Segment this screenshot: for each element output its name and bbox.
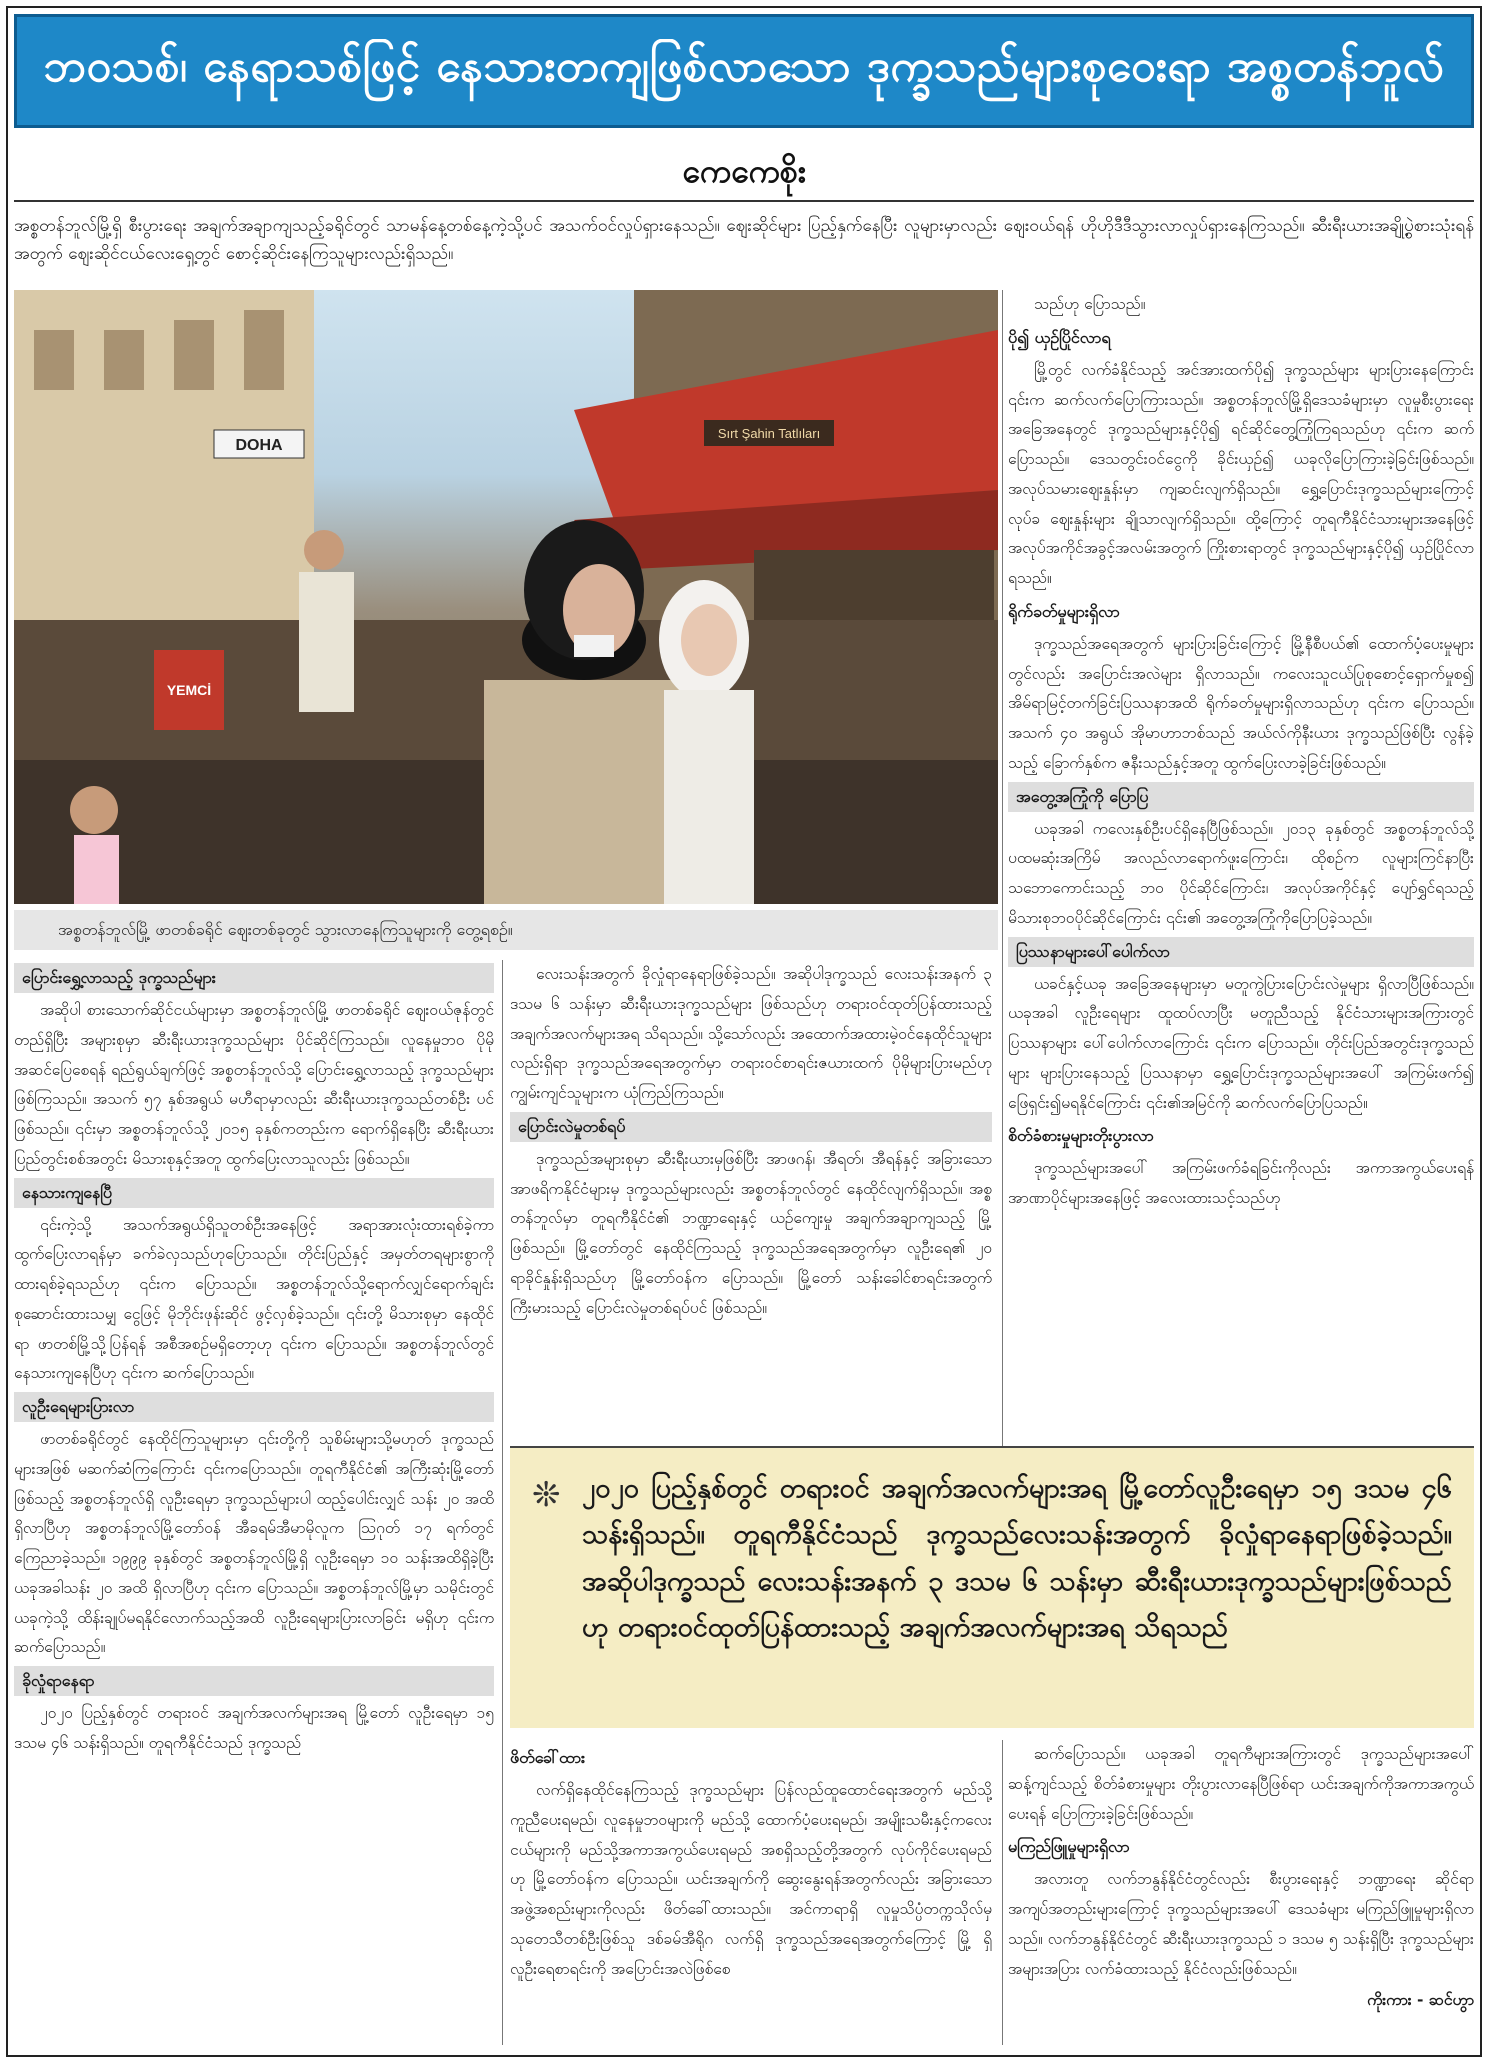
body-paragraph: ၂၀၂၀ ပြည့်နှစ်တွင် တရားဝင် အချက်အလက်များအရ မြို့တော် လူဦးရေမှာ ၁၅ ဒသမ ၄၆ သန်းရှိသည်။ တူရကီနိုင်ငံသည် ဒုက္ခသည်	[14, 1704, 494, 1752]
sign-doha: DOHA	[235, 437, 283, 454]
section-subhead: ရိုက်ခတ်မှုများရှိလာ	[1008, 601, 1120, 621]
section-subhead: ပြဿနာများပေါ်ပေါက်လာ	[1008, 937, 1474, 967]
body-paragraph: မြို့တွင် လက်ခံနိုင်သည့် အင်အားထက်ပို၍ ဒုက္ခသည်များ များပြားနေကြောင်း ၎င်းက ဆက်လက်ပြောကြားသည်။ အစ္စတန်ဘူလ်မြို့ရှိဒေသခံများမှာ လူမှုစီးပွားရေးအခြေအနေတွင် ဒုက္ခသည်များနှင့်ပို၍ ရင်ဆိုင်တွေ့ကြုံကြရသည်ဟု ၎င်းက ဆက်ပြောသည်။ ဒေသတွင်းဝင်ငွေကို ခိုင်းယှဉ်၍ ယခုလိုပြောကြားခဲ့ခြင်းဖြစ်သည်။ အလုပ်သမားဈေးနှုန်းမှာ ကျဆင်းလျက်ရှိသည်။ ရွှေ့ပြောင်းဒုက္ခသည်များကြောင့် လုပ်ခ ဈေးနှုန်းများ ချိုသာလျက်ရှိသည်။ ထို့ကြောင့် တူရကီနိုင်ငံသားများအနေဖြင့် အလုပ်အကိုင်အခွင့်အလမ်းအတွက် ကြိုးစားရာတွင် ဒုက္ခသည်များနှင့်ပို၍ ယှဉ်ပြိုင်လာရသည်။	[1008, 360, 1474, 587]
photo-caption: အစ္စတန်ဘူလ်မြို့ ဖာတစ်ခရိုင် ဈေးတစ်ခုတွင် သွားလာနေကြသူများကို တွေ့ရစဉ်။	[14, 910, 998, 950]
body-paragraph: ဖာတစ်ခရိုင်တွင် နေထိုင်ကြသူများမှာ ၎င်းတို့ကို သူစိမ်းများသို့မဟုတ် ဒုက္ခသည်များအဖြစ် မဆက်ဆံကြကြောင်း ၎င်းကပြောသည်။ တူရကီနိုင်ငံ၏ အကြီးဆုံးမြို့တော်ဖြစ်သည့် အစ္စတန်ဘူလ်ရှိ လူဦးရေမှာ ဒုက္ခသည်များပါ ထည့်ပေါင်းလျှင် သန်း ၂၀ အထိ ရှိလာပြီဟု အစ္စတန်ဘူလ်မြို့တော်ဝန် အီခရမ်အီမာမိုလူက ဩဂုတ် ၁၇ ရက်တွင်ကြေညာခဲ့သည်။ ၁၉၉၉ ခုနှစ်တွင် အစ္စတန်ဘူလ်မြို့ရှိ လူဦးရေမှာ ၁၀ သန်းအထိရှိခဲ့ပြီး ယခုအခါသန်း ၂၀ အထိ ရှိလာပြီဟု ၎င်းက ပြောသည်။ အစ္စတန်ဘူလ်မြို့မှာ သမိုင်းတွင် ယခုကဲ့သို့ ထိန်းချုပ်မရနိုင်လောက်သည့်အထိ လူဦးရေများပြားလာခြင်း မရှိဟု ၎င်းက ဆက်ပြောသည်။	[14, 1430, 494, 1657]
article-column-2-lower	[510, 1740, 992, 2045]
market-photo	[14, 290, 998, 904]
headline: ဘဝသစ်၊ နေရာသစ်ဖြင့် နေသားတကျဖြစ်လာသော ဒုက္ခသည်များစုဝေးရာ အစ္စတန်ဘူလ်	[43, 41, 1445, 92]
lede-paragraph: အစ္စတန်ဘူလ်မြို့ရှိ စီးပွားရေး အချက်အချာကျသည့်ခရိုင်တွင် သာမန်နေ့တစ်နေ့ကဲ့သို့ပင် အသက်ဝင်လှုပ်ရှားနေသည်။ ဈေးဆိုင်များ ပြည့်နှက်နေပြီး လူများမှာလည်း ဈေးဝယ်ရန် ဟိုဟိုဒီဒီသွားလာလှုပ်ရှားနေကြသည်။ ဆီးရီးယားအချို့ပွဲစားသုံးရန်အတွက် ဈေးဆိုင်ငယ်လေးရှေ့တွင် စောင့်ဆိုင်းနေကြသူများလည်းရှိသည်။	[14, 216, 1474, 265]
section-subhead: ပြောင်းရွှေ့လာသည့် ဒုက္ခသည်များ	[14, 963, 494, 993]
pull-quote	[510, 1446, 1474, 1728]
body-paragraph: ဒုက္ခသည်အများစုမှာ ဆီးရီးယားမှဖြစ်ပြီး အာဖဂန်၊ အီရတ်၊ အီရန်နှင့် အခြားသောအာဖရိကနိုင်ငံများမှ ဒုက္ခသည်များလည်း အစ္စတန်ဘူလ်တွင် နေထိုင်လျက်ရှိသည်။ အစ္စတန်ဘူလ်မှာ တူရကီနိုင်ငံ၏ ဘဏ္ဍာရေးနှင့် ယဉ်ကျေးမှု အချက်အချာကျသည့် မြို့ဖြစ်သည်။ မြို့တော်တွင် နေထိုင်ကြသည့် ဒုက္ခသည်အရေအတွက်မှာ လူဦးရေ၏ ၂၀ ရာခိုင်နှုန်းရှိသည်ဟု မြို့တော်ဝန်က ပြောသည်။ မြို့တော် သန်းခေါင်စာရင်းအတွက် ကြီးမားသည့် ပြောင်းလဲမှုတစ်ရပ်ပင် ဖြစ်သည်။	[510, 1149, 992, 1317]
body-paragraph: ယခုအခါ ကလေးနှစ်ဦးပင်ရှိနေပြီဖြစ်သည်။ ၂၀၁၃ ခုနှစ်တွင် အစ္စတန်ဘူလ်သို့ ပထမဆုံးအကြိမ် အလည်လာရောက်ဖူးကြောင်း၊ ထိုစဉ်က လူများကြင်နာပြီး သဘောကောင်းသည့် ဘဝ ပိုင်ဆိုင်ကြောင်း၊ အလုပ်အကိုင်နှင့် ပျော်ရွှင်ရသည့် မိသားစုဘဝပိုင်ဆိုင်ကြောင်း ၎င်း၏ အတွေ့အကြုံကိုပြောပြခဲ့သည်။	[1008, 819, 1474, 927]
article-column-1	[14, 960, 494, 2045]
body-paragraph: ဆက်ပြောသည်။ ယခုအခါ တူရကီများအကြားတွင် ဒုက္ခသည်များအပေါ် ဆန့်ကျင်သည့် စိတ်ခံစားမှုများ တိုးပွားလာနေပြီဖြစ်ရာ ယင်းအချက်ကိုအကာအကွယ်ပေးရန် ပြောကြားခဲ့ခြင်းဖြစ်သည်။	[1008, 1745, 1474, 1823]
body-paragraph: ဒုက္ခသည်အရေအတွက် များပြားခြင်းကြောင့် မြို့နီစီပယ်၏ ထောက်ပံ့ပေးမှုများတွင်လည်း အပြောင်းအလဲများ ရှိလာသည်။ ကလေးသူငယ်ပြုစုစောင့်ရှောက်မှုစ၍ အိမ်ရာမြင့်တက်ခြင်းပြဿနာအထိ ရိုက်ခတ်မှုများရှိလာသည်ဟု ၎င်းက ပြောသည်။ အသက် ၄၀ အရွယ် အိုမာဟာဘစ်သည် အယ်လ်ကိုနီးယား ဒုက္ခသည်ဖြစ်ပြီး လွန်ခဲ့သည့် ခြောက်နှစ်က ဇနီးသည်နှင့်အတူ ထွက်ပြေးလာခဲ့ခြင်းဖြစ်သည်။	[1008, 634, 1474, 772]
section-subhead: အတွေ့အကြုံကို ပြောပြ	[1008, 782, 1474, 812]
sign-shop: Sırt Şahin Tatlıları	[717, 426, 821, 441]
source-credit: ကိုးကား - ဆင်ဟွာ	[1367, 1991, 1474, 2010]
body-paragraph: ယခင်နှင့်ယခု အခြေအနေများမှာ မတူကွဲပြားပြောင်းလဲမှုများ ရှိလာပြီဖြစ်သည်။ ယခုအခါ လူဦးရေများ ထူထပ်လာပြီး မတူညီသည့် နိုင်ငံသားများအကြားတွင် ပြဿနာများ ပေါ်ပေါက်လာကြောင်း ၎င်းက ပြောသည်။ တိုင်းပြည်အတွင်းဒုက္ခသည်များ များပြားနေသည့် ပြဿနာမှာ ရွှေ့ပြောင်းဒုက္ခသည်များအပေါ် အကြမ်းဖက်၍ ဖြေရှင်း၍မရနိုင်ကြောင်း ၎င်း၏အမြင်ကို ဆက်လက်ပြောပြသည်။	[1008, 974, 1474, 1112]
headline-banner	[14, 14, 1474, 128]
column-rule	[1002, 1740, 1003, 2045]
divider-rule	[14, 200, 1474, 202]
body-paragraph: အဆိုပါ စားသောက်ဆိုင်ငယ်များမှာ အစ္စတန်ဘူလ်မြို့ ဖာတစ်ခရိုင် ဈေးဝယ်ဇုန်တွင်တည်ရှိပြီး အများစုမှာ ဆီးရီးယားဒုက္ခသည်များ ပိုင်ဆိုင်ကြသည်။ လူနေမှုဘဝ ပိုမိုအဆင်ပြေစေရန် ရည်ရွယ်ချက်ဖြင့် အစ္စတန်ဘူလ်သို့ ပြောင်းရွှေ့လာသည့် ဒုက္ခသည်များ ဖြစ်ကြသည်။ အသက် ၅၇ နှစ်အရွယ် မဟီရာမှာလည်း ဆီးရီးယားဒုက္ခသည်တစ်ဦး ပင်ဖြစ်သည်။ ၎င်းမှာ အစ္စတန်ဘူလ်သို့ ၂၀၁၅ ခုနှစ်ကတည်းက ရောက်ရှိနေပြီး ဆီးရီးယားပြည်တွင်းစစ်အတွင်း မိသားစုနှင့်အတူ ထွက်ပြေးလာသူလည်း ဖြစ်သည်။	[14, 1001, 494, 1168]
section-subhead: နေသားကျနေပြီ	[14, 1178, 494, 1208]
body-paragraph: လေးသန်းအတွက် ခိုလှုံရာနေရာဖြစ်ခဲ့သည်။ အဆိုပါဒုက္ခသည် လေးသန်းအနက် ၃ ဒသမ ၆ သန်းမှာ ဆီးရီးယားဒုက္ခသည်များ ဖြစ်သည်ဟု တရားဝင်ထုတ်ပြန်ထားသည့် အချက်အလက်များအရ သိရသည်။ သို့သော်လည်း အထောက်အထားမဲ့ဝင်နေထိုင်သူများလည်းရှိရာ ဒုက္ခသည်အရေအတွက်မှာ တရားဝင်စာရင်းဇယားထက် ပိုမိုများပြားမည်ဟု ကျွမ်းကျင်သူများက ယုံကြည်ကြသည်။	[510, 965, 992, 1102]
column-rule	[502, 960, 503, 2045]
article-column-3-lower	[1008, 1740, 1474, 2045]
body-paragraph: ၎င်းကဲ့သို့ အသက်အရွယ်ရှိသူတစ်ဦးအနေဖြင့် အရာအားလုံးထားရစ်ခဲ့ကာ ထွက်ပြေးလာရန်မှာ ခက်ခဲလှသည်ဟုပြောသည်။ တိုင်းပြည်နှင့် အမှတ်တရများစွာကို ထားရစ်ခဲ့ရသည်ဟု ၎င်းက ပြောသည်။ အစ္စတန်ဘူလ်သို့ရောက်လျှင်ရောက်ချင်း စုဆောင်းထားသမျှ ငွေဖြင့် မိုဘိုင်းဖုန်းဆိုင် ဖွင့်လှစ်ခဲ့သည်။ ၎င်းတို့ မိသားစုမှာ နေထိုင်ရာ ဖာတစ်မြို့သို့ပြန်ရန် အစီအစဉ်မရှိတော့ဟု ၎င်းက ပြောသည်။ အစ္စတန်ဘူလ်တွင် နေသားကျနေပြီဟု ၎င်းက ဆက်ပြောသည်။	[14, 1215, 494, 1383]
sign-yemci: YEMCİ	[166, 682, 212, 698]
section-subhead: မကြည်ဖြူမှုများရှိလာ	[1008, 1837, 1130, 1857]
article-column-2	[510, 960, 992, 1432]
body-paragraph: အလားတူ လက်ဘနွန်နိုင်ငံတွင်လည်း စီးပွားရေးနှင့် ဘဏ္ဍာရေး ဆိုင်ရာ အကျပ်အတည်းများကြောင့် ဒုက္ခသည်များအပေါ် ဒေသခံများ မကြည်ဖြူမှုများရှိလာသည်။ လက်ဘနွန်နိုင်ငံတွင် ဆီးရီးယားဒုက္ခသည် ၁ ဒသမ ၅ သန်းရှိပြီး ဒုက္ခသည်များ အများအပြား လက်ခံထားသည့် နိုင်ငံလည်းဖြစ်သည်။	[1008, 1870, 1474, 1978]
column-rule	[1002, 290, 1003, 1450]
section-subhead: လူဦးရေများပြားလာ	[14, 1392, 494, 1422]
byline: ကေကေစိုး	[682, 152, 806, 190]
section-subhead: ခိုလှုံရာနေရာ	[14, 1666, 494, 1696]
section-subhead: စိတ်ခံစားမှုများတိုးပွားလာ	[1008, 1126, 1154, 1146]
body-paragraph: ဒုက္ခသည်များအပေါ် အကြမ်းဖက်ခံရခြင်းကိုလည်း အကာအကွယ်ပေးရန် အာဏာပိုင်များအနေဖြင့် အလေးထားသင့်သည်ဟု	[1008, 1159, 1474, 1207]
asterisk-icon: ❊	[532, 1475, 561, 1515]
pull-quote-text: ၂၀၂၀ ပြည့်နှစ်တွင် တရားဝင် အချက်အလက်များအရ မြို့တော်လူဦးရေမှာ ၁၅ ဒသမ ၄၆ သန်းရှိသည်။ တူရကီနိုင်ငံသည် ဒုက္ခသည်လေးသန်းအတွက် ခိုလှုံရာနေရာဖြစ်ခဲ့သည်။ အဆိုပါဒုက္ခသည် လေးသန်းအနက် ၃ ဒသမ ၆ သန်းမှာ ဆီးရီးယားဒုက္ခသည်များဖြစ်သည်ဟု တရားဝင်ထုတ်ပြန်ထားသည့် အချက်အလက်များအရ သိရသည်	[582, 1473, 1452, 1644]
section-subhead: ပြောင်းလဲမှုတစ်ရပ်	[510, 1112, 992, 1142]
body-paragraph: သည်ဟု ပြောသည်။	[1034, 295, 1146, 313]
market-scene-illustration	[14, 290, 998, 904]
article-column-3	[1008, 290, 1474, 1450]
section-subhead: ဖိတ်ခေါ်ထား	[510, 1748, 586, 1767]
section-subhead: ပို၍ ယှဉ်ပြိုင်လာရ	[1008, 327, 1111, 347]
body-paragraph: လက်ရှိနေထိုင်နေကြသည့် ဒုက္ခသည်များ ပြန်လည်ထူထောင်ရေးအတွက် မည်သို့ကူညီပေးရမည်၊ လူနေမှုဘဝများကို မည်သို့ ထောက်ပံ့ပေးရမည်၊ အမျိုးသမီးနှင့်ကလေးငယ်များကို မည်သို့အကာအကွယ်ပေးရမည် အစရှိသည့်တို့အတွက် လုပ်ကိုင်ပေးရမည်ဟု မြို့တော်ဝန်က ပြောသည်။ ယင်းအချက်ကို ဆွေးနွေးရန်အတွက်လည်း အခြားသော အဖွဲ့အစည်းများကိုလည်း ဖိတ်ခေါ်ထားသည်။ အင်ကာရာရှိ လူမှုသိပ္ပံတက္ကသိုလ်မှ သုတေသီတစ်ဦးဖြစ်သူ ဒစ်ခမ်အီရိုဂ လက်ရှိ ဒုက္ခသည်အရေအတွက်ကြောင့် မြို့ ရှိလူဦးရေစာရင်းကို အပြောင်းအလဲဖြစ်စေ	[510, 1781, 992, 1978]
